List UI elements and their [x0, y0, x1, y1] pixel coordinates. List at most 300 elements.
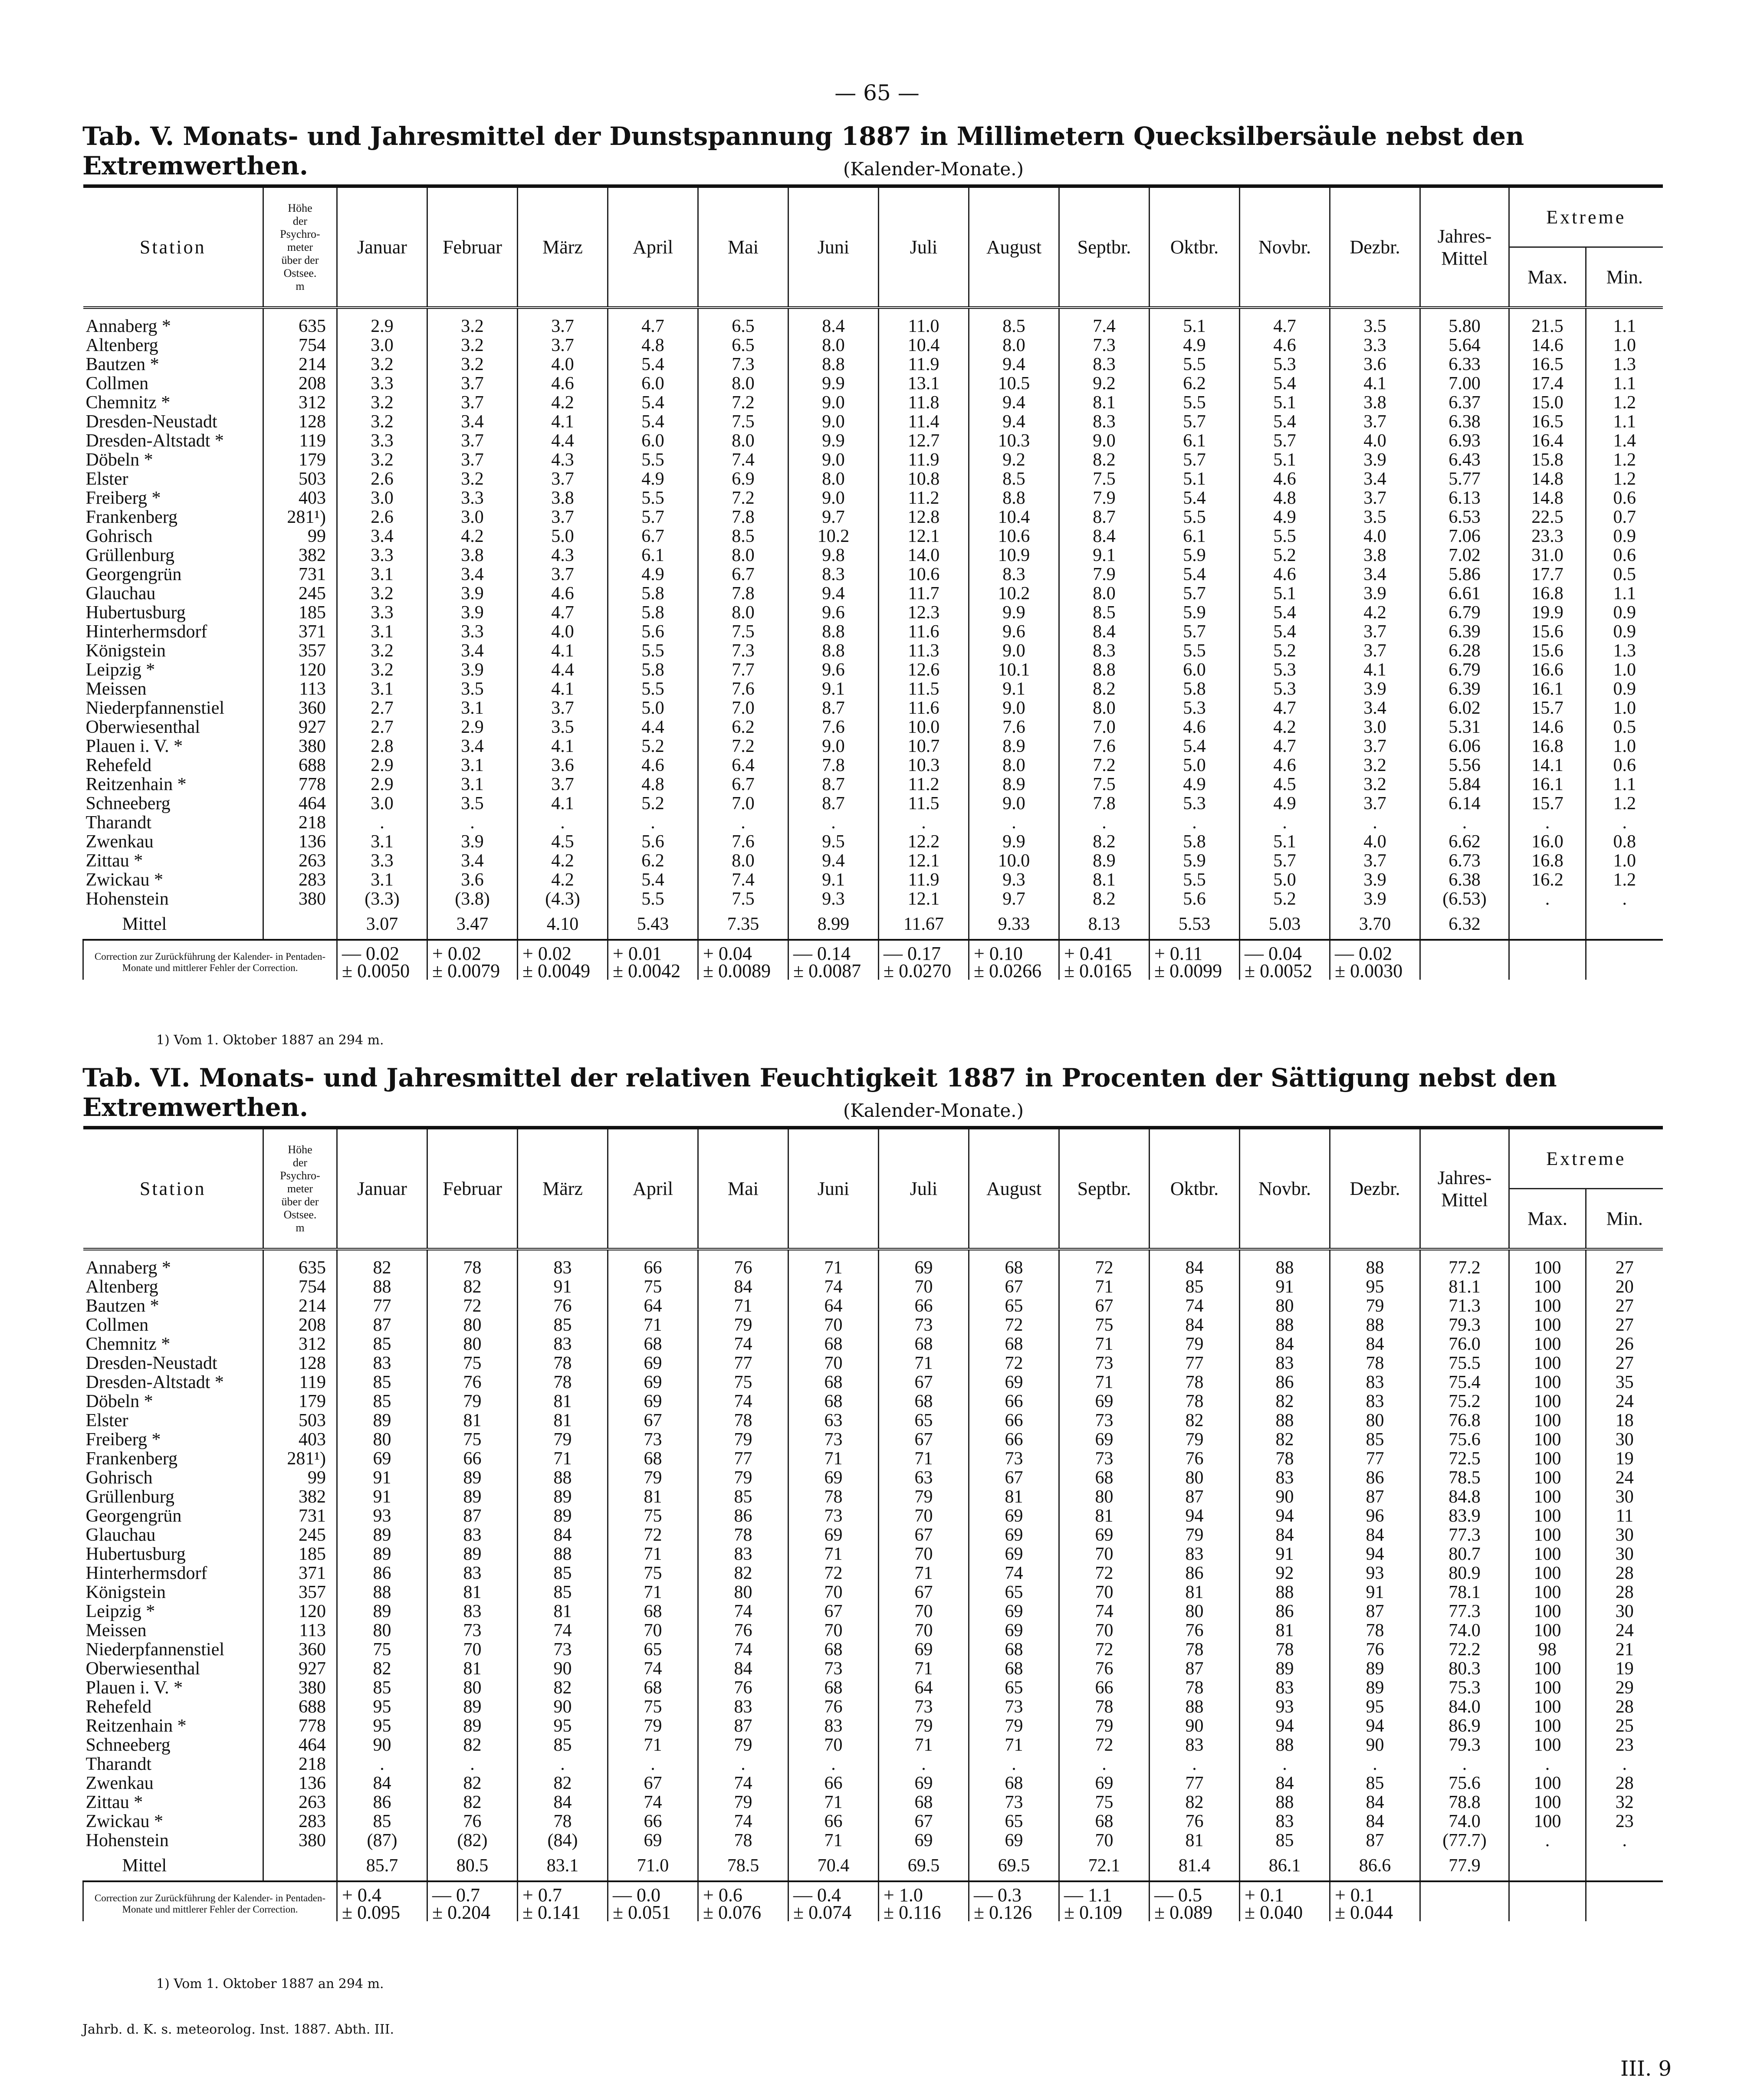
value-cell: 81	[518, 1602, 608, 1621]
value-cell: 5.6	[608, 832, 698, 851]
station-height: 119	[263, 1373, 337, 1392]
value-cell: 82	[518, 1678, 608, 1697]
value-cell: 66	[969, 1411, 1059, 1430]
value-cell: 10.3	[879, 756, 969, 775]
value-cell: 76	[518, 1296, 608, 1316]
value-cell: 9.0	[788, 737, 879, 756]
value-cell: 65	[969, 1678, 1059, 1697]
value-cell: 1.0	[1586, 699, 1663, 718]
value-cell: 77.3	[1420, 1526, 1509, 1545]
correction-cell	[1059, 940, 1150, 980]
value-cell: 4.9	[1240, 508, 1330, 527]
value-cell: 3.3	[1330, 336, 1420, 355]
value-cell: 95	[337, 1716, 427, 1736]
value-cell: 9.0	[969, 794, 1059, 813]
value-cell: 0.9	[1586, 527, 1663, 546]
value-cell: 5.1	[1240, 584, 1330, 603]
value-cell: 5.56	[1420, 756, 1509, 775]
value-cell: 5.84	[1420, 775, 1509, 794]
correction-error: ± 0.0266	[974, 960, 1042, 980]
value-cell: 6.73	[1420, 851, 1509, 870]
station-name: Hubertusburg	[85, 1545, 186, 1564]
value-cell: 20	[1586, 1277, 1663, 1296]
correction-cell	[1059, 1881, 1150, 1921]
value-cell: 17.4	[1509, 374, 1586, 393]
value-cell: 6.5	[698, 336, 788, 355]
value-cell: 82	[518, 1774, 608, 1793]
table-5	[82, 184, 1663, 980]
value-cell: 1.1	[1586, 308, 1663, 336]
value-cell: 9.7	[788, 508, 879, 527]
correction-cell	[337, 940, 427, 980]
station-height: 113	[263, 679, 337, 699]
header-month: Oktbr.	[1150, 1128, 1240, 1249]
value-cell: 28	[1586, 1774, 1663, 1793]
correction-value: — 0.3	[974, 1884, 1022, 1906]
mean-value: 3.47	[427, 909, 518, 940]
value-cell: 67	[788, 1602, 879, 1621]
value-cell: 80	[337, 1430, 427, 1449]
table-row	[83, 622, 1663, 641]
header-annual-line: Mittel	[1441, 247, 1488, 269]
value-cell: 3.2	[1330, 775, 1420, 794]
value-cell: 7.7	[698, 660, 788, 679]
value-cell: 88	[1240, 1583, 1330, 1602]
station-name: Niederpfannenstiel	[85, 1640, 225, 1659]
value-cell: 8.0	[1059, 699, 1150, 718]
value-cell: 68	[969, 1659, 1059, 1678]
value-cell: 100	[1509, 1793, 1586, 1812]
value-cell: 21.5	[1509, 308, 1586, 336]
value-cell: 67	[969, 1277, 1059, 1296]
value-cell: 1.1	[1586, 775, 1663, 794]
value-cell: 30	[1586, 1487, 1663, 1506]
value-cell: 73	[788, 1659, 879, 1678]
value-cell: 2.6	[337, 508, 427, 527]
value-cell: 3.7	[1330, 737, 1420, 756]
correction-cell	[518, 940, 608, 980]
station-name: Hohenstein	[85, 1831, 169, 1850]
value-cell: 4.9	[1240, 794, 1330, 813]
station-height: 380	[263, 1678, 337, 1697]
value-cell: 4.4	[518, 431, 608, 450]
value-cell: .	[1586, 1755, 1663, 1774]
value-cell: 12.2	[879, 832, 969, 851]
value-cell: 69	[608, 1831, 698, 1850]
value-cell: 8.2	[1059, 832, 1150, 851]
correction-cell	[879, 1881, 969, 1921]
station-name: Grüllenburg	[85, 1487, 175, 1506]
table-5-title: Tab. V. Monats- und Jahresmittel der Dunstspannung 1887 in Millimetern Quecksilbersäule nebst den Extremwerthen.	[82, 121, 1524, 180]
value-cell: 3.2	[337, 355, 427, 374]
value-cell: 79	[608, 1468, 698, 1487]
station-name: Meissen	[85, 679, 147, 699]
value-cell: 70	[1059, 1583, 1150, 1602]
value-cell: 73	[788, 1506, 879, 1526]
value-cell: 75	[608, 1277, 698, 1296]
value-cell: 5.5	[608, 641, 698, 660]
value-cell: 8.3	[1059, 641, 1150, 660]
table-row	[83, 1506, 1663, 1526]
header-annual-line: Jahres-	[1437, 1167, 1492, 1188]
station-height: 218	[263, 813, 337, 832]
value-cell: 73	[518, 1640, 608, 1659]
mean-value: 78.5	[698, 1850, 788, 1881]
value-cell: 78	[698, 1411, 788, 1430]
station-name: Gohrisch	[85, 1468, 153, 1487]
value-cell: .	[518, 1755, 608, 1774]
header-extreme: Extreme	[1509, 186, 1663, 247]
value-cell: 69	[969, 1373, 1059, 1392]
header-height-line: meter	[287, 240, 313, 253]
station-height: 382	[263, 1487, 337, 1506]
value-cell: 23	[1586, 1812, 1663, 1831]
value-cell: 5.3	[1240, 679, 1330, 699]
station-name: Collmen	[85, 374, 149, 393]
value-cell: 5.8	[608, 660, 698, 679]
value-cell: 75.5	[1420, 1354, 1509, 1373]
value-cell: 71	[608, 1545, 698, 1564]
table-row	[83, 1831, 1663, 1850]
value-cell: 2.9	[337, 308, 427, 336]
table-6-title: Tab. VI. Monats- und Jahresmittel der relativen Feuchtigkeit 1887 in Procenten der Sättigung nebst den Extremwerthen.	[82, 1063, 1557, 1122]
value-cell: 4.7	[518, 603, 608, 622]
correction-max-blank	[1509, 1881, 1586, 1921]
correction-value: + 0.1	[1245, 1884, 1284, 1906]
value-cell: 100	[1509, 1583, 1586, 1602]
correction-annual-blank	[1420, 1881, 1509, 1921]
value-cell: 79	[698, 1793, 788, 1812]
value-cell: 7.06	[1420, 527, 1509, 546]
value-cell: 12.6	[879, 660, 969, 679]
correction-error: ± 0.126	[974, 1902, 1032, 1921]
correction-value: — 0.7	[432, 1884, 480, 1906]
value-cell: 5.4	[608, 393, 698, 412]
table-row	[83, 1793, 1663, 1812]
table-row	[83, 1354, 1663, 1373]
value-cell: 77	[337, 1296, 427, 1316]
value-cell: .	[969, 1755, 1059, 1774]
value-cell: 6.93	[1420, 431, 1509, 450]
station-name: Chemnitz *	[85, 393, 171, 412]
value-cell: 68	[608, 1602, 698, 1621]
value-cell: 66	[427, 1449, 518, 1468]
table-row	[83, 469, 1663, 489]
value-cell: 71	[698, 1296, 788, 1316]
station-name: Hinterhermsdorf	[85, 1564, 207, 1583]
value-cell: 3.7	[518, 336, 608, 355]
correction-error: ± 0.0052	[1245, 960, 1313, 980]
station-height: 754	[263, 1277, 337, 1296]
value-cell: 7.8	[788, 756, 879, 775]
value-cell: .	[1059, 1755, 1150, 1774]
value-cell: 5.80	[1420, 308, 1509, 336]
value-cell: 5.5	[1150, 641, 1240, 660]
correction-error: ± 0.0042	[613, 960, 681, 980]
value-cell: 4.6	[518, 374, 608, 393]
value-cell: 84	[1240, 1774, 1330, 1793]
value-cell: 6.61	[1420, 584, 1509, 603]
value-cell: 100	[1509, 1392, 1586, 1411]
correction-error: ± 0.141	[522, 1902, 581, 1921]
value-cell: 65	[969, 1812, 1059, 1831]
station-height: 312	[263, 393, 337, 412]
value-cell: 78	[1330, 1621, 1420, 1640]
station-height: 380	[263, 1831, 337, 1850]
value-cell: 5.4	[1150, 565, 1240, 584]
mean-value: 70.4	[788, 1850, 879, 1881]
value-cell: 71	[608, 1736, 698, 1755]
station-height: 119	[263, 431, 337, 450]
value-cell: 93	[1330, 1564, 1420, 1583]
value-cell: 84	[1240, 1526, 1330, 1545]
mean-row	[83, 1850, 1663, 1881]
mean-label: Mittel	[122, 1856, 167, 1876]
value-cell: 70	[608, 1621, 698, 1640]
value-cell: 8.3	[969, 565, 1059, 584]
value-cell: 5.7	[1150, 412, 1240, 431]
mean-value: 3.07	[337, 909, 427, 940]
value-cell: 5.4	[608, 355, 698, 374]
correction-value: + 0.04	[703, 943, 752, 964]
value-cell: 68	[879, 1335, 969, 1354]
value-cell: 94	[1240, 1716, 1330, 1736]
value-cell: 84	[1150, 1316, 1240, 1335]
value-cell: 0.5	[1586, 565, 1663, 584]
correction-value: + 0.4	[342, 1884, 381, 1906]
value-cell: 6.0	[1150, 660, 1240, 679]
value-cell: 9.4	[969, 355, 1059, 374]
value-cell: 65	[608, 1640, 698, 1659]
table-row	[83, 1774, 1663, 1793]
value-cell: 71	[969, 1736, 1059, 1755]
value-cell: 6.14	[1420, 794, 1509, 813]
value-cell: 3.1	[427, 775, 518, 794]
value-cell: 78.8	[1420, 1793, 1509, 1812]
value-cell: 5.4	[1240, 374, 1330, 393]
value-cell: .	[969, 813, 1059, 832]
value-cell: 5.77	[1420, 469, 1509, 489]
value-cell: 12.1	[879, 889, 969, 909]
value-cell: 4.2	[518, 393, 608, 412]
station-height: 218	[263, 1755, 337, 1774]
value-cell: 7.5	[1059, 469, 1150, 489]
value-cell: 83.9	[1420, 1506, 1509, 1526]
value-cell: 82	[1240, 1392, 1330, 1411]
value-cell: 11.8	[879, 393, 969, 412]
station-name: Dresden-Neustadt	[85, 412, 217, 431]
value-cell: 14.6	[1509, 336, 1586, 355]
table-row	[83, 794, 1663, 813]
table-row	[83, 1678, 1663, 1697]
value-cell: 2.7	[337, 699, 427, 718]
correction-value: + 0.41	[1064, 943, 1113, 964]
value-cell: 6.2	[698, 718, 788, 737]
table-row	[83, 641, 1663, 660]
value-cell: 85	[1150, 1277, 1240, 1296]
value-cell: 3.6	[518, 756, 608, 775]
value-cell: 27	[1586, 1296, 1663, 1316]
value-cell: .	[698, 1755, 788, 1774]
value-cell: 80	[1330, 1411, 1420, 1430]
value-cell: 81	[1240, 1621, 1330, 1640]
value-cell: 9.9	[969, 832, 1059, 851]
value-cell: 5.7	[1240, 431, 1330, 450]
value-cell: 11.3	[879, 641, 969, 660]
value-cell: 16.2	[1509, 870, 1586, 889]
value-cell: 79	[698, 1430, 788, 1449]
value-cell: 5.86	[1420, 565, 1509, 584]
correction-error: ± 0.204	[432, 1902, 491, 1921]
mean-height-blank	[263, 909, 337, 940]
station-height: 380	[263, 889, 337, 909]
value-cell: 9.6	[788, 660, 879, 679]
station-name: Freiberg *	[85, 489, 161, 508]
value-cell: 25	[1586, 1716, 1663, 1736]
station-height: 263	[263, 851, 337, 870]
value-cell: 4.9	[1150, 775, 1240, 794]
header-extreme: Extreme	[1509, 1128, 1663, 1188]
value-cell: 71	[1059, 1277, 1150, 1296]
mean-value: 77.9	[1420, 1850, 1509, 1881]
value-cell: 88	[518, 1545, 608, 1564]
header-height	[263, 1128, 337, 1249]
value-cell: 87	[1330, 1487, 1420, 1506]
value-cell: 68	[1059, 1812, 1150, 1831]
value-cell: 81	[1150, 1831, 1240, 1850]
value-cell: 8.0	[1059, 584, 1150, 603]
correction-label: Correction zur Zurückführung der Kalender- in Pentaden-Monate und mittlerer Fehler der Correction.	[83, 1881, 337, 1921]
value-cell: 7.0	[1059, 718, 1150, 737]
value-cell: 5.4	[608, 412, 698, 431]
correction-value: + 0.01	[613, 943, 662, 964]
table-row	[83, 660, 1663, 679]
station-name: Altenberg	[85, 336, 158, 355]
value-cell: 7.3	[698, 355, 788, 374]
value-cell: 3.7	[1330, 641, 1420, 660]
value-cell: 88	[1330, 1249, 1420, 1277]
value-cell: 74	[698, 1812, 788, 1831]
value-cell: .	[788, 1755, 879, 1774]
correction-cell	[1330, 1881, 1420, 1921]
header-month: Mai	[698, 186, 788, 308]
value-cell: 10.9	[969, 546, 1059, 565]
value-cell: 69	[1059, 1526, 1150, 1545]
value-cell: 15.7	[1509, 699, 1586, 718]
value-cell: 3.7	[518, 308, 608, 336]
value-cell: 74	[608, 1659, 698, 1678]
value-cell: 80	[427, 1316, 518, 1335]
value-cell: 79	[879, 1487, 969, 1506]
value-cell: .	[1509, 813, 1586, 832]
header-month: Juli	[879, 186, 969, 308]
value-cell: 3.4	[337, 527, 427, 546]
station-height: 99	[263, 1468, 337, 1487]
value-cell: 5.7	[1150, 622, 1240, 641]
header-height-line: m	[296, 279, 305, 292]
table-5-subtitle: (Kalender-Monate.)	[843, 158, 1024, 180]
value-cell: (77.7)	[1420, 1831, 1509, 1850]
correction-value: + 0.11	[1154, 943, 1203, 964]
value-cell: 79	[1150, 1430, 1240, 1449]
value-cell: 2.8	[337, 737, 427, 756]
value-cell: 7.9	[1059, 489, 1150, 508]
value-cell: 7.5	[698, 622, 788, 641]
value-cell: 9.1	[788, 679, 879, 699]
table-row	[83, 718, 1663, 737]
value-cell: 5.2	[608, 737, 698, 756]
value-cell: 82	[1240, 1430, 1330, 1449]
value-cell: 69	[879, 1774, 969, 1793]
footer-publication: Jahrb. d. K. s. meteorolog. Inst. 1887. Abth. III.	[82, 2022, 394, 2037]
value-cell: 86	[1240, 1373, 1330, 1392]
mean-value: 7.35	[698, 909, 788, 940]
value-cell: 74	[788, 1277, 879, 1296]
value-cell: 4.7	[1240, 737, 1330, 756]
correction-value: — 0.04	[1245, 943, 1302, 964]
correction-value: + 0.6	[703, 1884, 742, 1906]
value-cell: 3.5	[1330, 508, 1420, 527]
value-cell: 72	[427, 1296, 518, 1316]
table-row	[83, 584, 1663, 603]
value-cell: 6.2	[608, 851, 698, 870]
value-cell: 69	[1059, 1392, 1150, 1411]
value-cell: 68	[969, 1774, 1059, 1793]
value-cell: 6.33	[1420, 355, 1509, 374]
value-cell: 69	[969, 1831, 1059, 1850]
value-cell: 27	[1586, 1354, 1663, 1373]
value-cell: 7.4	[698, 450, 788, 469]
station-name: Annaberg *	[85, 1258, 171, 1277]
value-cell: 4.1	[1330, 374, 1420, 393]
value-cell: 70	[879, 1545, 969, 1564]
value-cell: 78	[1150, 1678, 1240, 1697]
value-cell: 5.31	[1420, 718, 1509, 737]
value-cell: .	[427, 813, 518, 832]
value-cell: 90	[337, 1736, 427, 1755]
table-row	[83, 1755, 1663, 1774]
correction-value: — 0.02	[342, 943, 399, 964]
value-cell: 1.1	[1586, 412, 1663, 431]
value-cell: 11	[1586, 1506, 1663, 1526]
value-cell: 5.3	[1150, 699, 1240, 718]
value-cell: 88	[1240, 1793, 1330, 1812]
correction-error: ± 0.0089	[703, 960, 771, 980]
station-height: 120	[263, 1602, 337, 1621]
value-cell: 6.38	[1420, 412, 1509, 431]
value-cell: .	[1240, 1755, 1330, 1774]
correction-value: — 0.4	[793, 1884, 841, 1906]
value-cell: 4.9	[608, 565, 698, 584]
table-row	[83, 431, 1663, 450]
value-cell: 83	[1330, 1373, 1420, 1392]
value-cell: 86	[337, 1793, 427, 1812]
value-cell: 89	[337, 1545, 427, 1564]
correction-cell	[879, 940, 969, 980]
value-cell: 94	[1240, 1506, 1330, 1526]
value-cell: 74	[698, 1335, 788, 1354]
value-cell: 3.2	[337, 660, 427, 679]
value-cell: 72	[1059, 1736, 1150, 1755]
value-cell: .	[518, 813, 608, 832]
value-cell: 6.7	[698, 565, 788, 584]
station-height: 120	[263, 660, 337, 679]
value-cell: 14.8	[1509, 469, 1586, 489]
value-cell: 7.5	[698, 412, 788, 431]
value-cell: 67	[879, 1373, 969, 1392]
value-cell: 3.9	[1330, 584, 1420, 603]
value-cell: 9.2	[1059, 374, 1150, 393]
